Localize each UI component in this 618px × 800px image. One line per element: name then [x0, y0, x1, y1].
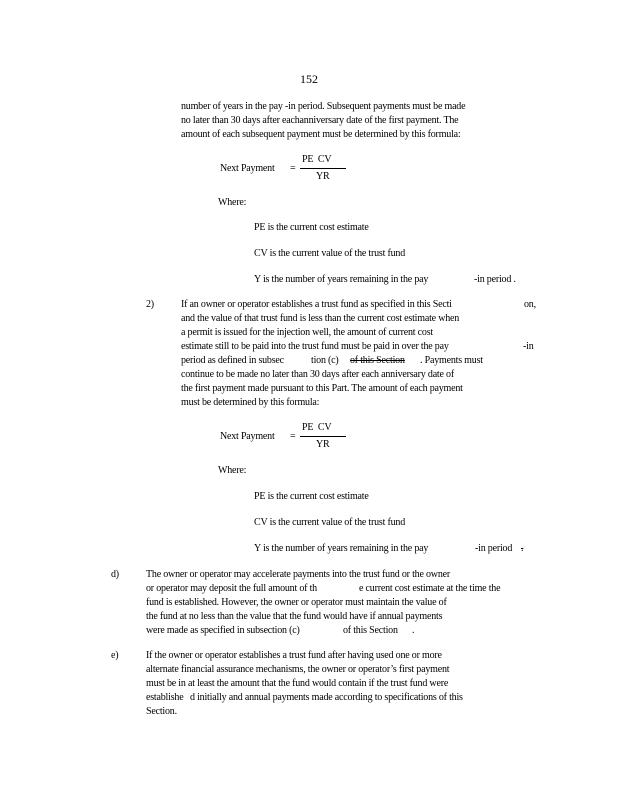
formula-equals: = [290, 431, 296, 442]
item-line: were made as specified in subsection (c) [146, 625, 300, 636]
item-line: period as defined in subsec [181, 355, 284, 366]
item-line: continue to be made no later than 30 days after each anniversary date of [181, 369, 454, 380]
item-line: . Payments must [420, 355, 483, 366]
item-line: the fund at no less than the value that the fund would have if annual payments [146, 611, 443, 622]
struck-text: of this Section [350, 355, 405, 366]
item-label: d) [111, 569, 119, 580]
formula-denominator: YR [316, 171, 330, 182]
item-line-tail: on, [524, 299, 536, 310]
definition-pe: PE is the current cost estimate [254, 491, 369, 502]
formula-numerator: PE CV [302, 422, 332, 433]
fraction-bar [300, 436, 346, 437]
formula-lhs: Next Payment [220, 431, 275, 442]
formula-lhs: Next Payment [220, 163, 275, 174]
where-label: Where: [218, 197, 247, 208]
definition-y-tail: -in period [475, 543, 513, 554]
item-line: fund is established. However, the owner or operator must maintain the value of [146, 597, 447, 608]
definition-y: Y is the number of years remaining in the pay [254, 543, 429, 554]
item-line: d initially and annual payments made according to specifications of this [190, 692, 463, 703]
definition-y: Y is the number of years remaining in the pay [254, 274, 429, 285]
item-line: the first payment made pursuant to this Part. The amount of each payment [181, 383, 463, 394]
item-number: 2) [146, 299, 154, 310]
item-line: alternate financial assurance mechanisms, the owner or operator’s first payment [146, 664, 450, 675]
definition-cv: CV is the current value of the trust fund [254, 248, 406, 259]
formula-equals: = [290, 163, 296, 174]
intro-line: number of years in the pay -in period. Subsequent payments must be made [181, 101, 466, 112]
page-number: 152 [300, 72, 318, 86]
section-ref: of this Section [343, 625, 398, 636]
formula-denominator: YR [316, 439, 330, 450]
item-label: e) [111, 650, 119, 661]
item-line: establishe [146, 692, 184, 703]
item-line: estimate still to be paid into the trust fund must be paid in over the pay [181, 341, 449, 352]
item-line: or operator may deposit the full amount of th [146, 583, 317, 594]
definition-y-tail: -in period . [474, 274, 516, 285]
subsection-ref: tion (c) [311, 355, 339, 366]
definition-pe: PE is the current cost estimate [254, 222, 369, 233]
item-line-tail: -in [523, 341, 534, 352]
item-line: . [412, 625, 415, 636]
item-line: must be determined by this formula: [181, 397, 320, 408]
fraction-bar [300, 168, 346, 169]
formula-numerator: PE CV [302, 154, 332, 165]
item-line: If an owner or operator establishes a trust fund as specified in this Secti [181, 299, 452, 310]
item-line: a permit is issued for the injection well, the amount of current cost [181, 327, 433, 338]
definition-cv: CV is the current value of the trust fund [254, 517, 406, 528]
where-label: Where: [218, 465, 247, 476]
intro-line: no later than 30 days after eachanniversary date of the first payment. The [181, 115, 459, 126]
item-line: Section. [146, 706, 177, 717]
item-line: e current cost estimate at the time the [359, 583, 501, 594]
item-line: and the value of that trust fund is less than the current cost estimate when [181, 313, 460, 324]
item-line: If the owner or operator establishes a trust fund after having used one or more [146, 650, 442, 661]
struck-period: . [521, 543, 524, 554]
item-line: The owner or operator may accelerate payments into the trust fund or the owner [146, 569, 450, 580]
intro-line: amount of each subsequent payment must be determined by this formula: [181, 129, 461, 140]
item-line: must be in at least the amount that the fund would contain if the trust fund were [146, 678, 449, 689]
